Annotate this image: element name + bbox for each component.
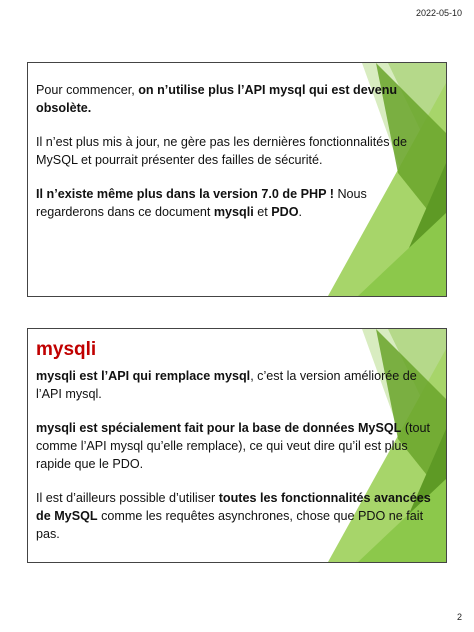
slide1-paragraph-1 [36, 81, 436, 117]
slide-1 [27, 62, 447, 297]
page-date: 2022-05-10 [415, 8, 462, 18]
bold-text: mysqli [213, 205, 254, 219]
slide2-paragraph-1 [36, 367, 436, 403]
slide2-paragraph-3 [36, 489, 436, 543]
text: , c’est la version améliorée de l’API mysql. [36, 369, 417, 401]
bold-text: PDO [271, 205, 299, 219]
text: Pour commencer, [36, 83, 139, 97]
bold-text: on n’utilise plus l’API mysql qui est devenu obsolète. [36, 83, 398, 115]
text: (tout comme l’API mysql qu’elle remplace), ce qui veut dire qu’il est plus rapide que le PDO. [36, 421, 431, 471]
slide2-paragraph-2 [36, 419, 436, 473]
slide1-paragraph-3 [36, 185, 436, 221]
bold-text: mysqli est l’API qui remplace mysql [36, 369, 251, 383]
bold-text: toutes les fonctionnalités avancées de MySQL [36, 491, 431, 523]
bold-text: mysqli est spécialement fait pour la base de données MySQL [36, 421, 402, 435]
text: Il est d’ailleurs possible d’utiliser [36, 491, 219, 505]
text: Il n’est plus mis à jour, ne gère pas les dernières fonctionnalités de MySQL et pourrait présenter des failles de sécurité. [36, 135, 408, 167]
slide-2 [27, 328, 447, 563]
bold-text: Il n’existe même plus dans la version 7.0 de PHP ! [36, 187, 334, 201]
slide1-paragraph-2 [36, 133, 436, 169]
text: comme les requêtes asynchrones, chose que PDO ne fait pas. [36, 509, 424, 541]
text: . [298, 205, 303, 219]
text: et [253, 205, 272, 219]
text: Nous regarderons dans ce document [36, 187, 367, 219]
slide-title: mysqli [36, 339, 97, 360]
page-number: 2 [456, 612, 462, 622]
